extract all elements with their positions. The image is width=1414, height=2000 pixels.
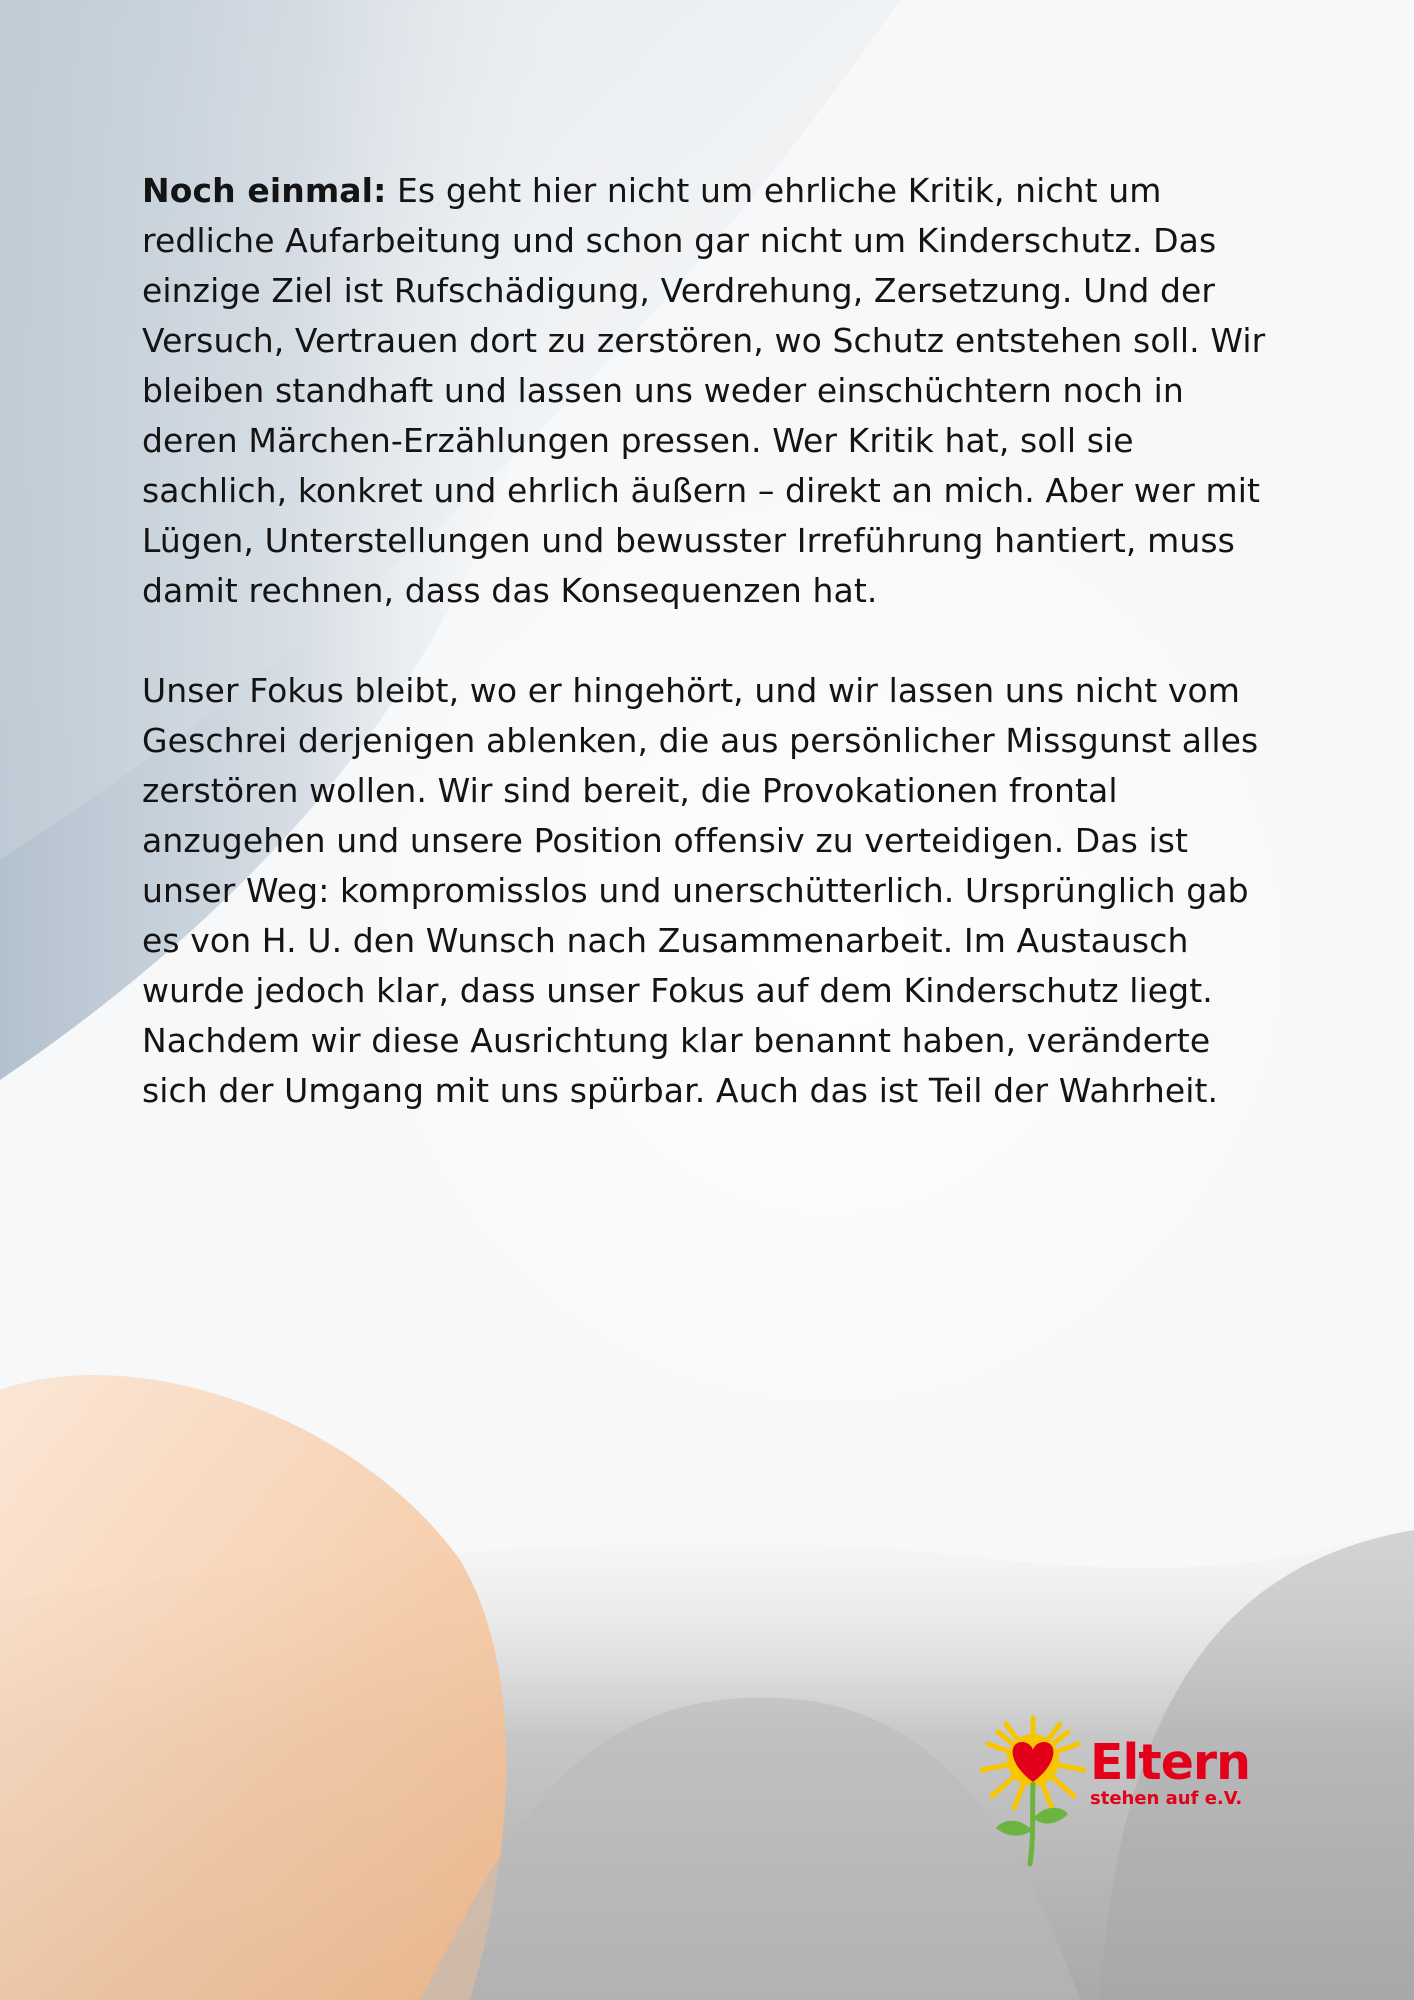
sunflower-heart-icon: [978, 1712, 1088, 1867]
main-text: [142, 166, 1282, 1116]
eltern-logo: [978, 1712, 1258, 1867]
logo-name: Eltern: [1090, 1734, 1250, 1791]
logo-subtitle: stehen auf e.V.: [1090, 1788, 1243, 1809]
paragraph-1: [142, 166, 1282, 616]
paragraph-1-text: Es geht hier nicht um ehrliche Kritik, nicht um redliche Aufarbeitung und schon gar nicht um Kinderschutz. Das einzige Ziel ist Rufschädigung, Verdrehung, Zersetzung. Und der Versuch, Vertrauen dort zu zerstören, wo Schutz entstehen soll. Wir bleiben standhaft und lassen uns weder einschüchtern noch in deren Märchen-Erzählungen pressen. Wer Kritik hat, soll sie sachlich, konkret und ehrlich äußern – direkt an mich. Aber wer mit Lügen, Unterstellungen und bewusster Irreführung hantiert, muss damit rechnen, dass das Konsequenzen hat.: [142, 171, 1266, 610]
logo-wordmark: [1090, 1734, 1250, 1809]
paragraph-1-lead: Noch einmal:: [142, 171, 387, 210]
paragraph-2: Unser Fokus bleibt, wo er hingehört, und wir lassen uns nicht vom Geschrei derjenigen ablenken, die aus persönlicher Missgunst alles zerstören wollen. Wir sind bereit, die Provokationen frontal anzugehen und unsere Position offensiv zu verteidigen. Das ist unser Weg: kompromisslos und unerschütterlich. Ursprünglich gab es von H. U. den Wunsch nach Zusammenarbeit. Im Austausch wurde jedoch klar, dass unser Fokus auf dem Kinderschutz liegt. Nachdem wir diese Ausrichtung klar benannt haben, veränderte sich der Umgang mit uns spürbar. Auch das ist Teil der Wahrheit.: [142, 671, 1259, 1110]
